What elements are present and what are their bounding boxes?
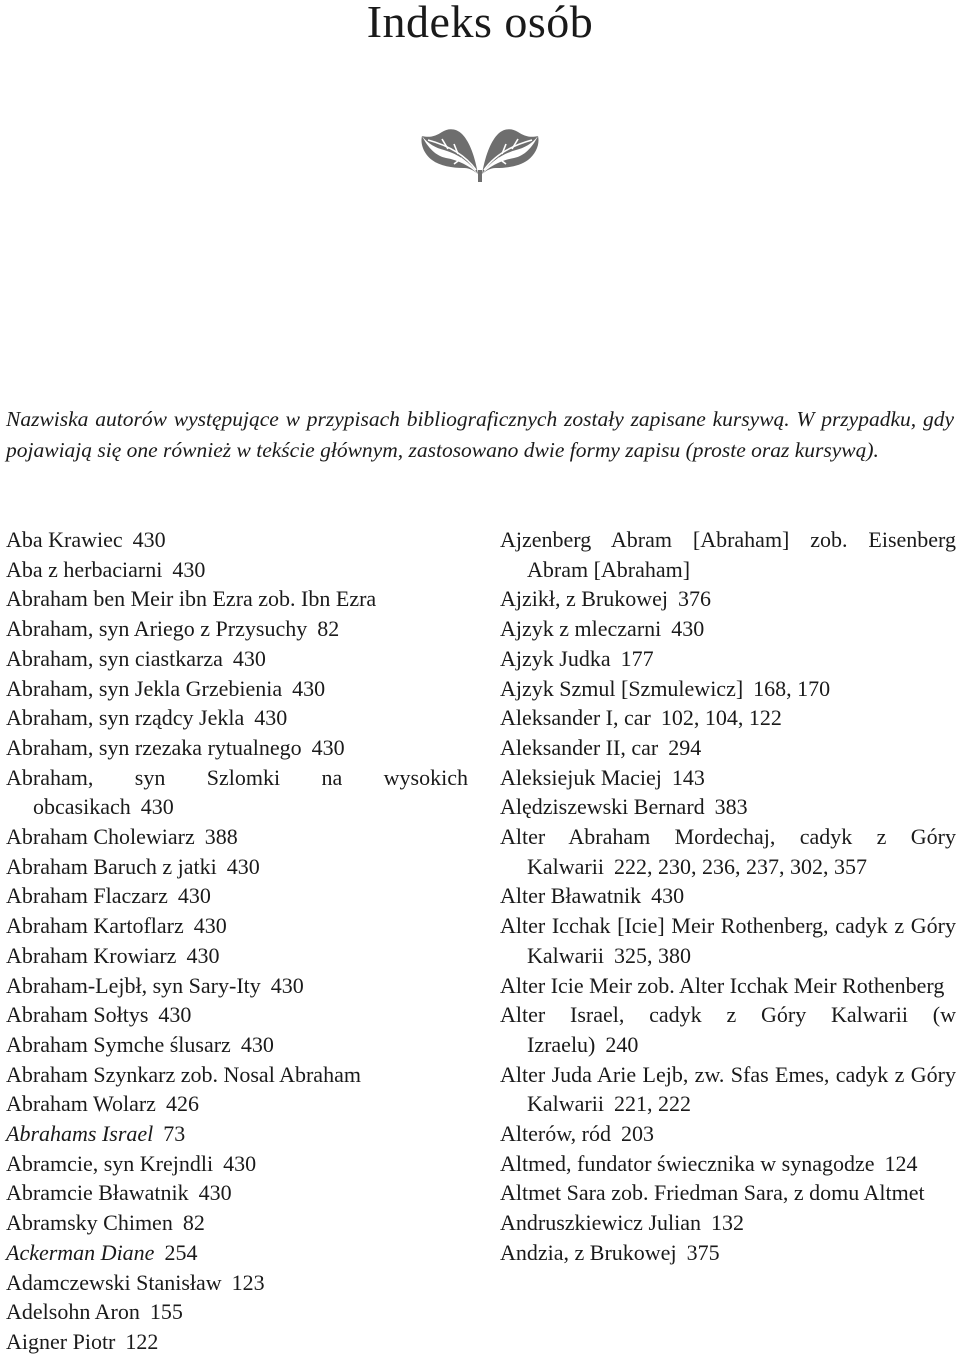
index-entry-pages: 430 [292, 675, 326, 701]
index-entry-pages: 123 [231, 1269, 265, 1295]
index-entry-name: Aleksiejuk Maciej [500, 764, 662, 790]
index-entry [6, 1208, 468, 1238]
index-entry-pages: 168, 170 [753, 675, 831, 701]
index-entry-pages: 430 [651, 883, 685, 909]
index-entry-name: Ajzyk z mleczarni [500, 616, 662, 642]
index-entry [6, 644, 468, 674]
index-entry-name: Alędziszewski Bernard [500, 794, 705, 820]
index-entry [500, 1119, 956, 1149]
index-entry-name: Abramcie Bławatnik [6, 1180, 189, 1206]
index-entry-name: Alter Israel, cadyk z Góry Kalwarii (w Izraelu) [500, 1002, 956, 1057]
index-entry [500, 1178, 956, 1208]
index-entry-name: Ackerman Diane [6, 1239, 155, 1265]
index-entry-pages: 155 [149, 1299, 183, 1325]
index-entry [6, 911, 468, 941]
index-entry-name: Alter Icchak [Icie] Meir Rothenberg, cadyk z Góry Kalwarii [500, 913, 956, 968]
index-entry-name: Abraham Kartoflarz [6, 913, 184, 939]
index-entry [6, 1149, 468, 1179]
index-entry-pages: 430 [140, 794, 174, 820]
index-entry-name: Andzia, z Brukowej [500, 1239, 677, 1265]
index-entry-pages: 73 [163, 1121, 186, 1147]
index-entry-name: Alter Abraham Mordechaj, cadyk z Góry Kalwarii [500, 824, 956, 879]
index-entry-name: Abraham Flaczarz [6, 883, 168, 909]
index-entry-name: Alter Juda Arie Lejb, zw. Sfas Emes, cadyk z Góry Kalwarii [500, 1061, 956, 1117]
index-entry-name: Abraham Wolarz [6, 1091, 156, 1117]
index-entry-pages: 143 [671, 764, 705, 790]
index-entry-pages: 430 [240, 1031, 274, 1057]
index-entry-pages: 240 [605, 1031, 639, 1057]
index-entry [6, 941, 468, 971]
index-entry-name: Adamczewski Stanisław [6, 1269, 222, 1295]
index-entry [500, 584, 956, 614]
index-entry-pages: 430 [198, 1180, 232, 1206]
page-title: Indeks osób [366, 0, 594, 47]
index-entry-name: Abraham-Lejbł, syn Sary-Ity [6, 972, 261, 998]
index-entry-name: Abraham Krowiarz [6, 942, 177, 968]
index-entry-name: Abraham Szynkarz zob. Nosal Abraham [6, 1061, 361, 1087]
index-entry-name: Abraham Symche ślusarz [6, 1031, 231, 1057]
index-entry-pages: 294 [668, 734, 702, 760]
index-entry-pages: 430 [132, 527, 166, 552]
index-entry-pages: 325, 380 [613, 942, 691, 968]
index-entry [500, 525, 956, 584]
index-entry [6, 852, 468, 882]
index-entry [500, 971, 956, 1001]
index-entry [500, 674, 956, 704]
index-entry-name: Alter Icie Meir zob. Alter Icchak Meir Rothenberg [500, 972, 945, 998]
index-entry-name: Alterów, ród [500, 1121, 611, 1147]
index-entry [500, 1000, 956, 1059]
index-entry-pages: 375 [686, 1239, 720, 1265]
index-entry-name: Abraham Baruch z jatki [6, 853, 217, 879]
index-entry-pages: 383 [714, 794, 748, 820]
index-entry-name: Abraham ben Meir ibn Ezra zob. Ibn Ezra [6, 586, 377, 612]
index-entry-name: Abraham, syn rzezaka rytualnego [6, 734, 302, 760]
index-entry-name: Aigner Piotr [6, 1328, 116, 1354]
index-entry-pages: 82 [182, 1210, 205, 1236]
index-entry-name: Andruszkiewicz Julian [500, 1210, 701, 1236]
index-column-left [6, 525, 468, 1357]
index-entry-name: Abramcie, syn Krejndli [6, 1150, 214, 1176]
index-entry-pages: 254 [164, 1239, 198, 1265]
index-entry-name: Abramsky Chimen [6, 1210, 173, 1236]
index-entry [500, 792, 956, 822]
index-entry [500, 1149, 956, 1179]
index-entry-name: Abraham, syn ciastkarza [6, 645, 223, 671]
index-entry [6, 733, 468, 763]
index-entry-pages: 222, 230, 236, 237, 302, 357 [613, 853, 867, 879]
index-entry [500, 763, 956, 793]
leaf-ornament-icon [418, 124, 542, 184]
index-entry-name: Aleksander II, car [500, 734, 659, 760]
index-entry-name: Ajzyk Judka [500, 645, 611, 671]
index-entry-name: Abrahams Israel [6, 1121, 154, 1147]
index-entry-pages: 430 [254, 705, 288, 731]
index-entry [6, 674, 468, 704]
index-entry-name: Altmet Sara zob. Friedman Sara, z domu Altmet [500, 1180, 925, 1206]
index-entry [500, 1060, 956, 1119]
index-entry-name: Aba Krawiec [6, 527, 123, 552]
index-entry-pages: 430 [270, 972, 304, 998]
index-entry-pages: 177 [620, 645, 654, 671]
index-intro-note: Nazwiska autorów występujące w przypisach bibliograficznych zostały zapisane kursywą. W przypadku, gdy pojawiają się one również w tekście głównym, zastosowano dwie formy zapisu (proste oraz kursywą). [6, 407, 954, 462]
index-entry-pages: 430 [177, 883, 211, 909]
index-entry [6, 614, 468, 644]
index-entry [6, 1297, 468, 1327]
index-entry-pages: 102, 104, 122 [660, 705, 782, 731]
index-entry [6, 584, 468, 614]
index-entry [500, 614, 956, 644]
index-entry [6, 971, 468, 1001]
index-entry [500, 644, 956, 674]
index-entry-name: Abraham, syn Jekla Grzebienia [6, 675, 283, 701]
index-entry [500, 1208, 956, 1238]
index-entry [500, 822, 956, 881]
index-entry [6, 1178, 468, 1208]
index-entry-name: Ajzenberg Abram [Abraham] zob. Eisenberg Abram [Abraham] [500, 527, 956, 582]
index-entry-pages: 430 [158, 1002, 192, 1028]
index-entry [6, 555, 468, 585]
index-entry [6, 822, 468, 852]
index-entry-name: Adelsohn Aron [6, 1299, 140, 1325]
index-entry-pages: 430 [226, 853, 260, 879]
index-entry-pages: 132 [711, 1210, 744, 1236]
index-entry [500, 1238, 956, 1268]
index-entry-pages: 426 [165, 1091, 199, 1117]
index-entry [500, 881, 956, 911]
index-entry [500, 733, 956, 763]
index-entry-name: Abraham Cholewiarz [6, 824, 195, 850]
index-entry [6, 1119, 468, 1149]
index-entry [6, 763, 468, 822]
index-entry [6, 881, 468, 911]
index-entry-pages: 376 [678, 586, 712, 612]
index-entry [6, 1000, 468, 1030]
index-entry-pages: 430 [223, 1150, 257, 1176]
index-entry-name: Abraham, syn Szlomki na wysokich obcasikach [6, 764, 468, 820]
index-entry-pages: 430 [186, 942, 220, 968]
index-entry [500, 911, 956, 970]
index-entry [6, 1089, 468, 1119]
index-entry [6, 1327, 468, 1357]
index-entry [6, 1060, 468, 1090]
index-entry-pages: 430 [671, 616, 705, 642]
index-entry-name: Ajzikł, z Brukowej [500, 586, 669, 612]
index-entry [500, 703, 956, 733]
index-entry-pages: 124 [884, 1150, 918, 1176]
index-entry-pages: 430 [311, 734, 345, 760]
index-entry-name: Aleksander I, car [500, 705, 651, 731]
index-entry-name: Aba z herbaciarni [6, 556, 163, 582]
index-entry [6, 1238, 468, 1268]
index-entry [6, 1030, 468, 1060]
index-entry-name: Ajzyk Szmul [Szmulewicz] [500, 675, 744, 701]
index-entry [6, 1268, 468, 1298]
index-entry-pages: 82 [317, 616, 340, 642]
index-entry-name: Altmed, fundator świecznika w synagodze [500, 1150, 875, 1176]
index-entry-pages: 430 [232, 645, 266, 671]
index-entry-pages: 388 [204, 824, 238, 850]
index-entry [6, 525, 468, 555]
index-entry-name: Abraham, syn rządcy Jekla [6, 705, 245, 731]
index-entry-pages: 430 [193, 913, 227, 939]
index-entry-pages: 430 [172, 556, 206, 582]
index-entry-pages: 221, 222 [613, 1091, 691, 1117]
index-entry-name: Abraham, syn Ariego z Przysuchy [6, 616, 308, 642]
index-column-right [500, 525, 956, 1268]
index-entry-name: Alter Bławatnik [500, 883, 642, 909]
index-entry-pages: 122 [125, 1328, 159, 1354]
index-entry-pages: 203 [621, 1121, 654, 1147]
index-entry [6, 703, 468, 733]
index-entry-name: Abraham Sołtys [6, 1002, 149, 1028]
